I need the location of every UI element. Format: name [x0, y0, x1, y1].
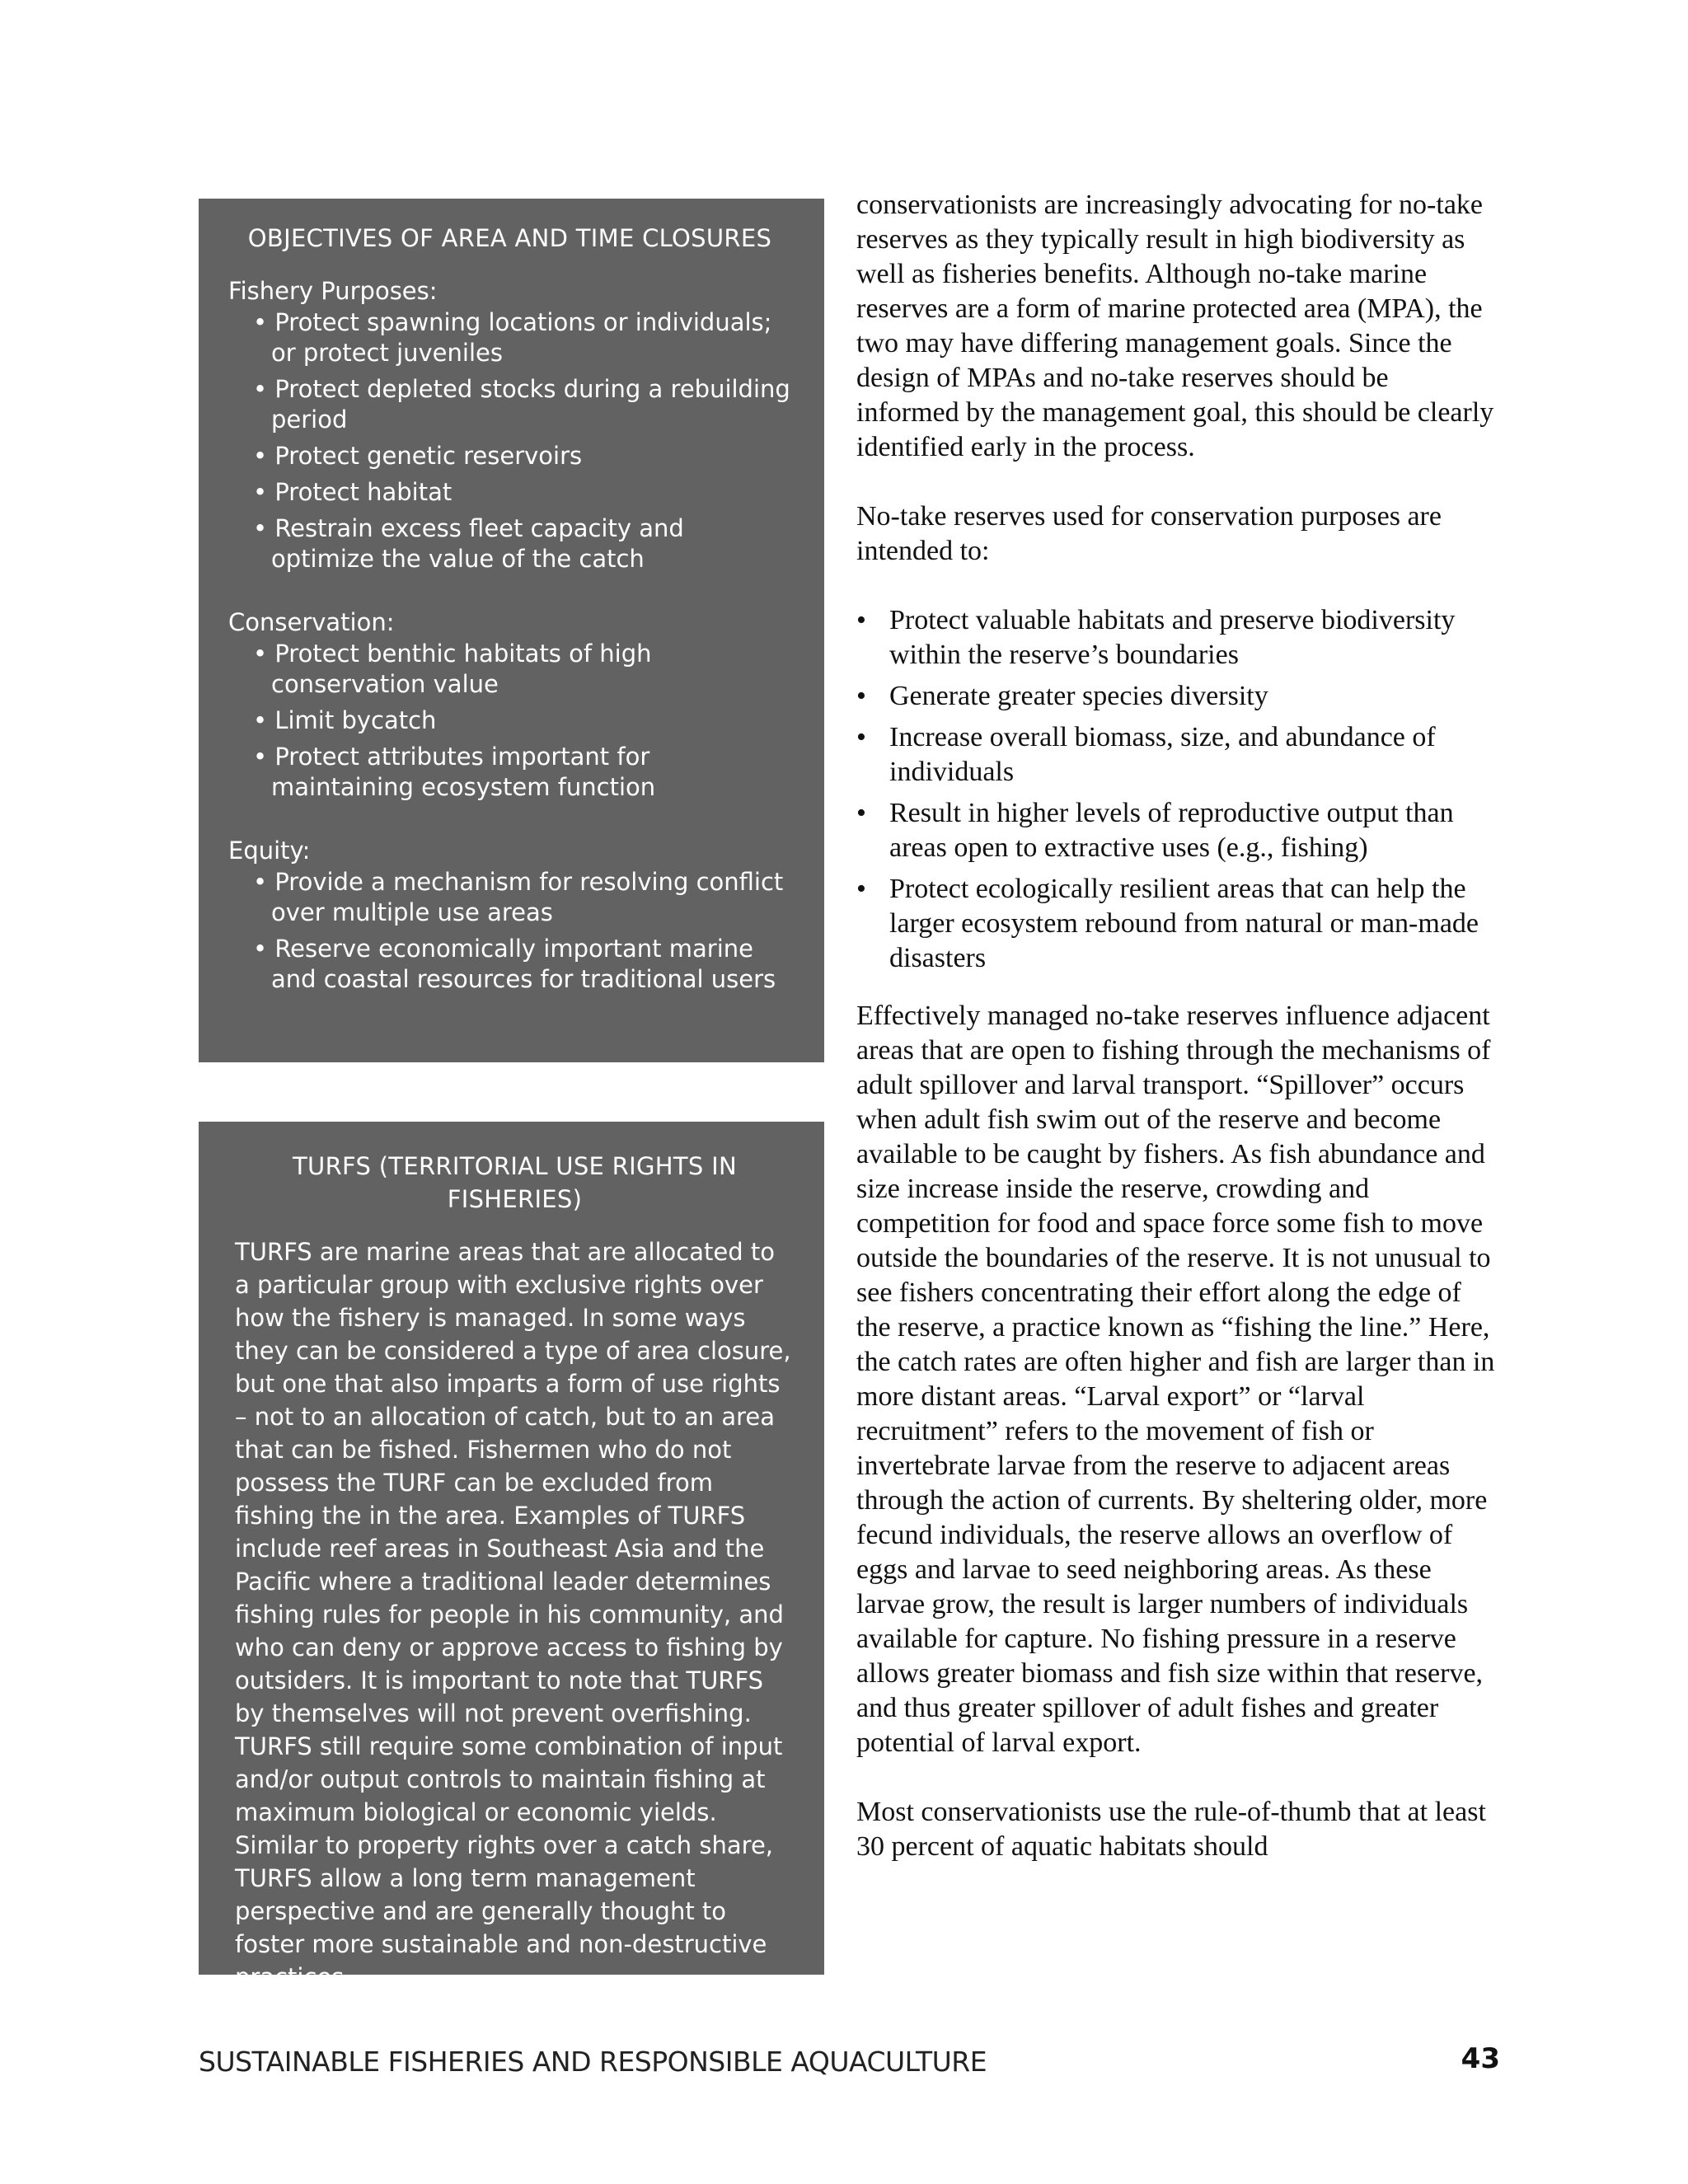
- turfs-box-title: TURFS (TERRITORIAL USE RIGHTS IN FISHERIES): [293, 1152, 737, 1213]
- list-item: • Protect ecologically resilient areas that can help the larger ecosystem rebound from natural or man-made disasters: [856, 872, 1498, 976]
- bullet-list: [856, 603, 1498, 976]
- conservation-section: [228, 606, 791, 803]
- main-text-column: [856, 188, 1498, 1899]
- list-item: • Reserve economically important marine and coastal resources for traditional users: [253, 934, 791, 995]
- bullet-list: [228, 867, 791, 995]
- section-heading: Equity:: [228, 837, 311, 865]
- objectives-box-title: OBJECTIVES OF AREA AND TIME CLOSURES: [247, 224, 772, 252]
- footer-title: SUSTAINABLE FISHERIES AND RESPONSIBLE AQUACULTURE: [199, 2046, 987, 2078]
- list-item: • Restrain excess fleet capacity and optimize the value of the catch: [253, 513, 791, 574]
- list-item: • Provide a mechanism for resolving conflict over multiple use areas: [253, 867, 791, 928]
- list-item: • Result in higher levels of reproductive output than areas open to extractive uses (e.g., fishing): [856, 796, 1498, 865]
- section-heading: Fishery Purposes:: [228, 277, 438, 305]
- bullet-list: [228, 639, 791, 803]
- list-item: • Increase overall biomass, size, and abundance of individuals: [856, 720, 1498, 790]
- list-item: • Protect genetic reservoirs: [253, 441, 791, 471]
- list-item: • Protect depleted stocks during a rebuilding period: [253, 374, 791, 435]
- list-item: • Protect valuable habitats and preserve biodiversity within the reserve’s boundaries: [856, 603, 1498, 673]
- body-paragraph: conservationists are increasingly advocating for no-take reserves as they typically result in high biodiversity as well as fisheries benefits. Although no-take marine reserves are a form of marine protected area (MPA), the two may have differing management goals. Since the design of MPAs and no-take reserves should be informed by the management goal, this should be clearly identified early in the process.: [856, 190, 1494, 462]
- list-item: • Protect attributes important for maintaining ecosystem function: [253, 742, 791, 803]
- fishery-purposes-section: [228, 274, 791, 574]
- objectives-box: [199, 199, 824, 1062]
- bullet-list: [228, 307, 791, 574]
- equity-section: [228, 834, 791, 995]
- body-paragraph: Effectively managed no-take reserves influence adjacent areas that are open to fishing through the mechanisms of adult spillover and larval transport. “Spillover” occurs when adult fish swim out of the reserve and become available to be caught by fishers. As fish abundance and size increase inside the reserve, crowding and competition for food and space force some fish to move outside the boundaries of the reserve. It is not unusual to see fishers concentrating their effort along the edge of the reserve, a practice known as “fishing the line.” Here, the catch rates are often higher and fish are larger than in more distant areas. “Larval export” or “larval recruitment” refers to the movement of fish or invertebrate larvae from the reserve to adjacent areas through the action of currents. By sheltering older, more fecund individuals, the reserve allows an overflow of eggs and larvae to seed neighboring areas. As these larvae grow, the result is larger numbers of individuals available for capture. No fishing pressure in a reserve allows greater biomass and fish size within that reserve, and thus greater spillover of adult fishes and greater potential of larval export.: [856, 1001, 1495, 1758]
- list-item: • Protect habitat: [253, 477, 791, 508]
- turfs-box: [199, 1122, 824, 1991]
- list-item: • Limit bycatch: [253, 705, 791, 736]
- list-item: • Protect spawning locations or individuals; or protect juveniles: [253, 307, 791, 368]
- section-heading: Conservation:: [228, 608, 395, 636]
- body-paragraph: No-take reserves used for conservation purposes are intended to:: [856, 501, 1442, 566]
- list-item: • Protect benthic habitats of high conservation value: [253, 639, 791, 700]
- page-number: 43: [1461, 2042, 1500, 2075]
- body-paragraph: Most conservationists use the rule-of-thumb that at least 30 percent of aquatic habitats should: [856, 1797, 1486, 1862]
- turfs-body-text: TURFS are marine areas that are allocated to a particular group with exclusive rights over how the fishery is managed. In some ways they can be considered a type of area closure, but one that also imparts a form of use rights – not to an allocation of catch, but to an area that can be fished. Fishermen who do not possess the TURF can be excluded from fishing the in the area. Examples of TURFS include reef areas in Southeast Asia and the Pacific where a traditional leader determines fishing rules for people in his community, and who can deny or approve access to fishing by outsiders. It is important to note that TURFS by themselves will not prevent overfishing. TURFS still require some combination of input and/or output controls to maintain fishing at maximum biological or economic yields. Similar to property rights over a catch share, TURFS allow a long term management perspective and are generally thought to foster more sustainable and non-destructive practices.: [235, 1238, 791, 1991]
- list-item: • Generate greater species diversity: [856, 679, 1498, 714]
